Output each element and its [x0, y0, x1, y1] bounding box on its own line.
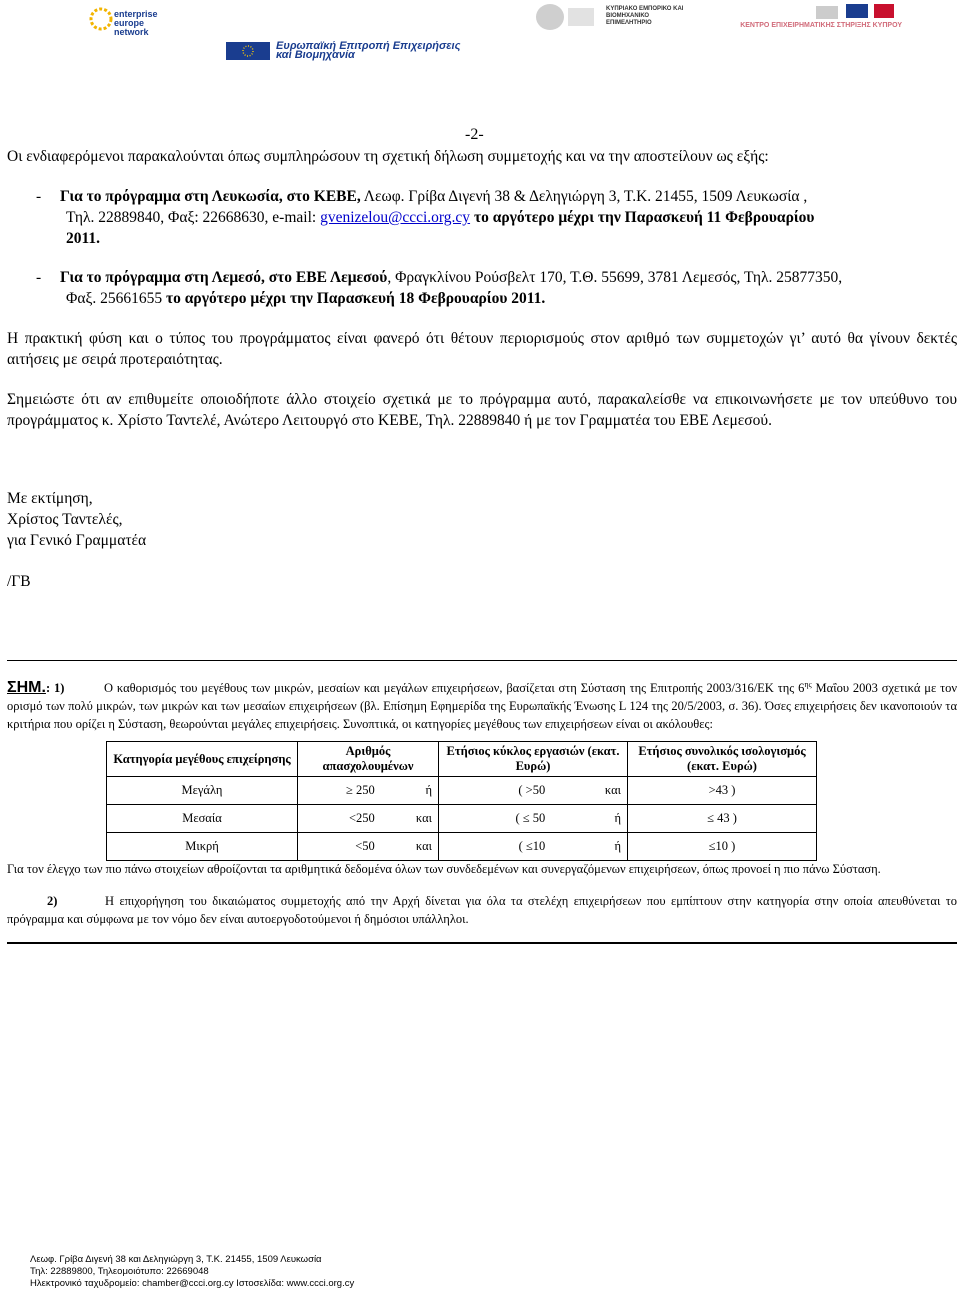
table-header: Αριθμός απασχολουμένων — [298, 742, 439, 777]
note-1 — [7, 676, 957, 733]
ec-logo-text: Ευρωπαϊκή Επιτροπή Επιχειρήσεις και Βιομηχανία — [276, 40, 461, 61]
table-header: Ετήσιος κύκλος εργασιών (εκατ. Ευρώ) — [439, 742, 628, 777]
connector: και — [381, 833, 439, 861]
employees: ≥ 250 — [298, 777, 381, 805]
limassol-fax: Φαξ. 25661655 — [66, 290, 166, 307]
table-header: Ετήσιος συνολικός ισολογισμός (εκατ. Ευρώ) — [628, 742, 817, 777]
keve-emblem-icon — [528, 2, 598, 32]
balance-sheet: ≤ 43 ) — [628, 805, 817, 833]
footer-line: Λεωφ. Γρίβα Διγενή 38 και Δεληγιώργη 3, Τ.Κ. 21455, 1509 Λευκωσία — [30, 1254, 322, 1265]
keve-logo — [528, 2, 688, 32]
closing-regards: Με εκτίμηση, — [7, 490, 93, 507]
page-number: -2- — [465, 126, 484, 143]
enterprise-europe-network-logo — [88, 4, 168, 40]
nicosia-deadline: το αργότερο μέχρι την Παρασκευή 11 Φεβρουαρίου — [470, 209, 815, 226]
employees: <250 — [298, 805, 381, 833]
limassol-deadline: το αργότερο μέχρι την Παρασκευή 18 Φεβρουαρίου 2011. — [166, 290, 546, 307]
table-header: Κατηγορία μεγέθους επιχείρησης — [107, 742, 298, 777]
after-table-text: Για τον έλεγχο των πιο πάνω στοιχείων αθροίζονται τα αριθμητικά δεδομένα όλων των συνδεδεμένων και συνεργαζόμενων επιχειρήσεων, όπως προνοεί η πιο πάνω Σύσταση. — [7, 862, 881, 876]
connector: ή — [551, 833, 627, 861]
footer-line: Τηλ: 22889800, Τηλεομοιότυπο: 22669048 — [30, 1266, 209, 1277]
employees: <50 — [298, 833, 381, 861]
note-2 — [7, 892, 957, 928]
nicosia-lead: Για το πρόγραμμα στη Λευκωσία, στο ΚΕΒΕ, — [60, 188, 361, 205]
intro-text: Οι ενδιαφερόμενοι παρακαλούνται όπως συμπληρώσουν τη σχετική δήλωση συμμετοχής και να την αποστείλουν ως εξής: — [7, 148, 769, 165]
nicosia-contact: Τηλ. 22889840, Φαξ: 22668630, e-mail: — [66, 209, 321, 226]
divider-bottom — [7, 942, 957, 944]
size-category: Μεγάλη — [107, 777, 298, 805]
note-1-text-a: Ο καθορισμός του μεγέθους των μικρών, μεσαίων και μεγάλων επιχειρήσεων, βασίζεται στη Σύσταση της Επιτροπής 2003/316/ΕΚ της 6 — [103, 681, 805, 696]
kes-flags-icon — [706, 2, 902, 20]
footer-line: Ηλεκτρονικό ταχυδρομείο: chamber@ccci.org.cy Ιστοσελίδα: www.ccci.org.cy — [30, 1278, 355, 1289]
item-dash: - — [36, 269, 42, 286]
size-category: Μεσαία — [107, 805, 298, 833]
enterprise-size-table — [106, 741, 817, 861]
table-row — [107, 833, 817, 861]
footer-address — [30, 1254, 354, 1290]
connector: και — [381, 805, 439, 833]
divider — [7, 660, 957, 661]
note-2-label: 2) — [47, 894, 58, 908]
balance-sheet: >43 ) — [628, 777, 817, 805]
connector: και — [551, 777, 627, 805]
program-nature-paragraph: Η πρακτική φύση και ο τύπος του προγράμματος είναι φανερό ότι θέτουν περιορισμούς στον αριθμό των συμμετοχών γι’ αυτό θα γίνουν δεκτές αιτήσεις με σειρά προτεραιότητας. — [7, 330, 957, 368]
nicosia-item — [7, 186, 957, 249]
connector: ή — [381, 777, 439, 805]
note-1-text-b: Μαΐου 2003 σχετικά με τον ορισμό των πολύ μικρών, των μικρών και των μεσαίων επιχειρήσεων (βλ. Επίσημη Εφημερίδα της Ευρωπαϊκής Ένωσης L 124 της 20/5/2003, σ. 36). Όσες επιχειρήσεις δεν ικανοποιούν τα κριτήρια που ορίζει η Σύσταση, θεωρούνται μεγάλες επιχειρήσεις. Συνοπτικά, οι κατηγορίες μεγέθους των επιχειρήσεων είναι οι ακόλουθες: — [7, 681, 957, 732]
balance-sheet: ≤10 ) — [628, 833, 817, 861]
keve-logo-text: ΚΥΠΡΙΑΚΟ ΕΜΠΟΡΙΚΟ ΚΑΙ ΒΙΟΜΗΧΑΝΙΚΟ ΕΠΙΜΕΛΗΤΗΡΙΟ — [606, 6, 684, 26]
table-row — [107, 805, 817, 833]
turnover: ( ≤10 — [439, 833, 552, 861]
closing-block — [7, 488, 957, 592]
turnover: ( ≤ 50 — [439, 805, 552, 833]
nicosia-deadline-year: 2011. — [66, 230, 101, 247]
note-1-label: 1) — [53, 681, 65, 696]
limassol-item — [7, 267, 957, 309]
een-star-icon — [88, 4, 114, 34]
email-link[interactable]: gvenizelou@ccci.org.cy — [320, 209, 471, 226]
european-commission-logo — [226, 42, 486, 60]
notes-heading: ΣΗΜ. — [7, 679, 46, 697]
notes-colon: : — [45, 681, 51, 696]
kes-logo-text: ΚΕΝΤΡΟ ΕΠΙΧΕΙΡΗΜΑΤΙΚΗΣ ΣΤΗΡΙΞΗΣ ΚΥΠΡΟΥ — [740, 22, 902, 29]
table-row — [107, 777, 817, 805]
connector: ή — [551, 805, 627, 833]
note-1-sup: ης — [804, 680, 812, 689]
limassol-address: , Φραγκλίνου Ρούσβελτ 170, Τ.Θ. 55699, 3781 Λεμεσός, Τηλ. 25877350, — [387, 269, 843, 286]
signatory-name: Χρίστος Ταντελές, — [7, 511, 123, 528]
eu-flag-icon — [226, 42, 270, 60]
signatory-title: για Γενικό Γραμματέα — [7, 532, 147, 549]
initials: /ΓΒ — [7, 573, 31, 590]
contact-note-paragraph: Σημειώστε ότι αν επιθυμείτε οποιοδήποτε άλλο στοιχείο σχετικά με το πρόγραμμα αυτό, παρακαλείσθε να επικοινωνήσετε με τον υπεύθυνο του προγράμματος κ. Χρίστο Ταντελέ, Ανώτερο Λειτουργό στο ΚΕΒΕ, Τηλ. 22889840 ή με τον Γραμματέα του ΕΒΕ Λεμεσού. — [7, 391, 957, 429]
een-logo-text: enterprise europe network — [114, 9, 158, 37]
limassol-lead: Για το πρόγραμμα στη Λεμεσό, στο ΕΒΕ Λεμεσού — [60, 269, 388, 286]
size-category: Μικρή — [107, 833, 298, 861]
item-dash: - — [36, 188, 42, 205]
turnover: ( >50 — [439, 777, 552, 805]
business-support-centre-logo — [706, 2, 902, 38]
note-2-text: Η επιχορήγηση του δικαιώματος συμμετοχής από την Αρχή δίνεται για όλα τα στελέχη επιχειρήσεων που εμπίπτουν στην κατηγορία στην οποία απευθύνεται το πρόγραμμα και σύμφωνα με τον νόμο δεν είναι αυτοεργοδοτούμενοι ή δημόσιοι υπάλληλοι. — [7, 894, 957, 926]
table-header-row — [107, 742, 817, 777]
nicosia-address: Λεωφ. Γρίβα Διγενή 38 & Δεληγιώργη 3, Τ.Κ. 21455, 1509 Λευκωσία , — [360, 188, 808, 205]
